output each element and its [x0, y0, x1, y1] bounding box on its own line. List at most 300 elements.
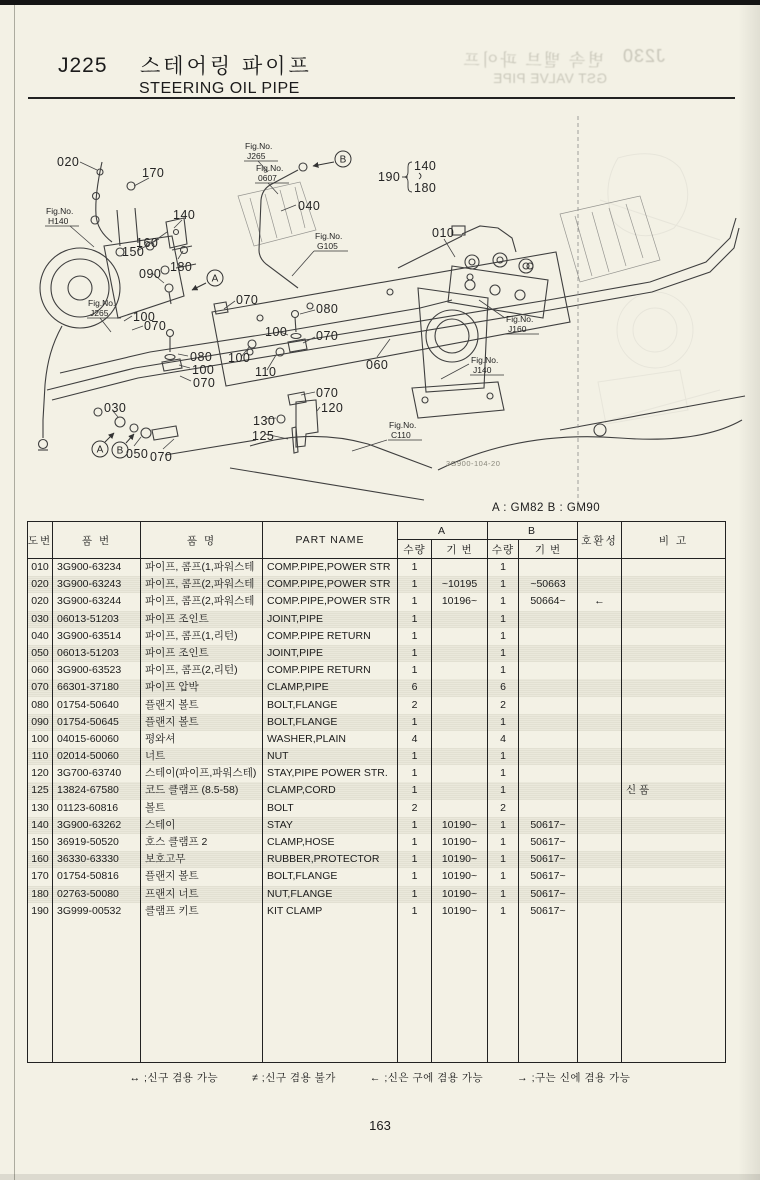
svg-text:130: 130 — [253, 414, 276, 428]
cell-name-korean: 클램프 키트 — [141, 903, 263, 920]
cell-part-name: STAY — [263, 817, 398, 834]
cell-b-serial — [519, 800, 578, 817]
svg-text:100: 100 — [192, 363, 215, 377]
cell-a-serial — [432, 782, 488, 799]
cell-name-korean: 플랜지 볼트 — [141, 697, 263, 714]
col-header-compat: 호환성 — [578, 522, 622, 558]
svg-text:010: 010 — [432, 226, 455, 240]
cell-b-serial: ~50663 — [519, 576, 578, 593]
svg-text:C110: C110 — [391, 430, 411, 440]
cell-compat — [578, 748, 622, 765]
table-row-100 — [28, 731, 725, 748]
cell-name-korean: 파이프 조인트 — [141, 611, 263, 628]
col-header-b-qty: 수량 — [488, 540, 519, 558]
cell-name-korean: 파이프, 콤프(2,리턴) — [141, 662, 263, 679]
cell-no: 020 — [28, 576, 53, 593]
cell-note — [622, 645, 725, 662]
svg-text:140: 140 — [414, 159, 437, 173]
cell-name-korean: 플랜지 볼트 — [141, 714, 263, 731]
cell-no: 090 — [28, 714, 53, 731]
svg-text:0607: 0607 — [258, 173, 277, 183]
cell-a-qty: 1 — [398, 611, 432, 628]
cell-b-qty: 1 — [488, 645, 519, 662]
col-header-name-ko: 품 명 — [141, 522, 263, 558]
page-title-english: STEERING OIL PIPE — [139, 80, 300, 97]
diagram-label-080 — [300, 302, 338, 316]
bleed-title-english: GST VALVE PIPE — [492, 71, 607, 86]
diagram-label-020 — [57, 155, 97, 170]
diagram-label-130 — [253, 414, 276, 428]
parts-diagram — [0, 108, 760, 510]
col-header-a-qty: 수량 — [398, 540, 432, 558]
cell-part-number: 06013-51203 — [53, 611, 141, 628]
cell-part-number: 01754-50816 — [53, 868, 141, 885]
cell-b-serial — [519, 628, 578, 645]
table-row-020 — [28, 593, 725, 610]
cell-note — [622, 903, 725, 920]
cell-part-number: 36919-50520 — [53, 834, 141, 851]
cell-note — [622, 765, 725, 782]
legend-item-3: ← ;신은 구에 겸용 가능 — [369, 1072, 484, 1084]
cell-note — [622, 662, 725, 679]
cell-no: 125 — [28, 782, 53, 799]
cell-b-qty: 4 — [488, 731, 519, 748]
svg-text:J140: J140 — [473, 365, 492, 375]
cell-a-qty: 1 — [398, 714, 432, 731]
cell-a-serial: 10190~ — [432, 903, 488, 920]
scan-top-edge — [0, 0, 760, 5]
cell-name-korean: 보호고무 — [141, 851, 263, 868]
cell-no: 180 — [28, 886, 53, 903]
cell-b-qty: 1 — [488, 817, 519, 834]
cell-part-name: COMP.PIPE RETURN — [263, 628, 398, 645]
cell-a-qty: 2 — [398, 800, 432, 817]
cell-compat — [578, 731, 622, 748]
svg-text:B: B — [339, 154, 347, 166]
cell-no: 070 — [28, 679, 53, 696]
cell-part-number: 04015-60060 — [53, 731, 141, 748]
table-row-080 — [28, 697, 725, 714]
cell-part-name: BOLT,FLANGE — [263, 697, 398, 714]
cell-b-qty: 1 — [488, 748, 519, 765]
col-header-note: 비 고 — [658, 534, 689, 547]
col-header-part-name: PART NAME — [263, 522, 398, 558]
cell-a-qty: 1 — [398, 662, 432, 679]
cell-a-qty: 1 — [398, 903, 432, 920]
cell-note — [622, 576, 725, 593]
cell-a-qty: 1 — [398, 782, 432, 799]
cell-b-serial — [519, 782, 578, 799]
cell-b-serial — [519, 765, 578, 782]
svg-text:Fig.No.: Fig.No. — [245, 141, 273, 151]
cell-b-serial — [519, 611, 578, 628]
cell-part-number: 02014-50060 — [53, 748, 141, 765]
col-group-a: A — [398, 522, 488, 540]
cell-part-name: JOINT,PIPE — [263, 611, 398, 628]
cell-name-korean: 스테이(파이프,파워스테) — [141, 765, 263, 782]
svg-text:080: 080 — [190, 350, 213, 364]
cell-part-number: 3G900-63244 — [53, 593, 141, 610]
cell-b-serial — [519, 645, 578, 662]
bleed-section-code: J230 — [621, 46, 665, 66]
cell-compat — [578, 800, 622, 817]
table-row-090 — [28, 714, 725, 731]
cell-part-name: CLAMP,PIPE — [263, 679, 398, 696]
svg-text:040: 040 — [298, 199, 321, 213]
table-body — [28, 559, 725, 920]
cell-b-serial — [519, 559, 578, 576]
svg-text:Fig.No.: Fig.No. — [471, 355, 499, 365]
bleed-through-text — [440, 46, 665, 86]
col-group-b: B — [488, 522, 578, 540]
cell-a-qty: 6 — [398, 679, 432, 696]
cell-a-serial — [432, 697, 488, 714]
cell-no: 150 — [28, 834, 53, 851]
cell-name-korean: 볼트 — [141, 800, 263, 817]
cell-no: 140 — [28, 817, 53, 834]
cell-b-qty: 1 — [488, 851, 519, 868]
cell-part-number: 13824-67580 — [53, 782, 141, 799]
diagram-label-070 — [224, 293, 258, 309]
cell-note — [622, 800, 725, 817]
svg-text:190: 190 — [378, 170, 401, 184]
cell-part-name: COMP.PIPE,POWER STR — [263, 576, 398, 593]
cell-note — [622, 593, 725, 610]
svg-text:160: 160 — [136, 236, 159, 250]
cell-a-qty: 1 — [398, 834, 432, 851]
table-row-110 — [28, 748, 725, 765]
svg-text:180: 180 — [414, 181, 437, 195]
cell-note — [622, 834, 725, 851]
models-note: A : GM82 B : GM90 — [492, 502, 601, 514]
svg-text:Fig.No.: Fig.No. — [46, 206, 74, 216]
svg-text:080: 080 — [316, 302, 339, 316]
cell-part-name: BOLT,FLANGE — [263, 868, 398, 885]
cell-b-qty: 1 — [488, 593, 519, 610]
cell-part-name: RUBBER,PROTECTOR — [263, 851, 398, 868]
cell-a-qty: 1 — [398, 886, 432, 903]
cell-note — [622, 628, 725, 645]
cell-compat — [578, 817, 622, 834]
svg-text:Fig.No.: Fig.No. — [389, 420, 417, 430]
cell-part-name: COMP.PIPE,POWER STR — [263, 593, 398, 610]
table-row-160 — [28, 851, 725, 868]
cell-compat — [578, 868, 622, 885]
figure-ref-J140 — [441, 355, 504, 379]
cell-no: 110 — [28, 748, 53, 765]
svg-text:100: 100 — [228, 351, 251, 365]
cell-b-qty: 6 — [488, 679, 519, 696]
col-header-part-no: 품 번 — [53, 522, 141, 558]
cell-note — [622, 886, 725, 903]
svg-text:A: A — [96, 444, 104, 456]
cell-no: 010 — [28, 559, 53, 576]
diagram-label-180 — [170, 251, 192, 274]
cell-compat — [578, 903, 622, 920]
cell-part-name: BOLT — [263, 800, 398, 817]
cell-compat — [578, 576, 622, 593]
svg-text:070: 070 — [316, 386, 339, 400]
svg-text:110: 110 — [255, 365, 277, 379]
svg-text:A: A — [211, 273, 219, 285]
cell-a-qty: 1 — [398, 559, 432, 576]
cell-a-serial — [432, 765, 488, 782]
page-title-korean: 스테어링 파이프 — [140, 55, 312, 78]
cell-a-serial — [432, 800, 488, 817]
cell-part-number: 01123-60816 — [53, 800, 141, 817]
cell-part-number: 3G900-63262 — [53, 817, 141, 834]
cell-a-serial: 10190~ — [432, 851, 488, 868]
cell-part-number: 02763-50080 — [53, 886, 141, 903]
cell-part-number: 3G900-63234 — [53, 559, 141, 576]
cell-compat — [578, 628, 622, 645]
svg-text:J265: J265 — [247, 151, 266, 161]
table-row-040 — [28, 628, 725, 645]
cell-a-serial — [432, 628, 488, 645]
cell-part-name: COMP.PIPE RETURN — [263, 662, 398, 679]
cell-b-qty: 1 — [488, 886, 519, 903]
col-header-a-serial: 기 번 — [432, 540, 488, 558]
svg-text:Fig.No.: Fig.No. — [88, 298, 116, 308]
cell-b-qty: 1 — [488, 714, 519, 731]
cell-a-serial — [432, 611, 488, 628]
diagram-label-050 — [126, 437, 148, 461]
table-row-140 — [28, 817, 725, 834]
diagram-label-070 — [303, 329, 338, 343]
svg-text:070: 070 — [144, 319, 167, 333]
cell-b-serial — [519, 731, 578, 748]
cell-name-korean: 플랜지 볼트 — [141, 868, 263, 885]
cell-part-name: WASHER,PLAIN — [263, 731, 398, 748]
cell-compat — [578, 834, 622, 851]
table-row-180 — [28, 886, 725, 903]
cell-no: 160 — [28, 851, 53, 868]
cell-a-qty: 1 — [398, 817, 432, 834]
svg-text:G105: G105 — [317, 241, 338, 251]
svg-text:180: 180 — [170, 260, 193, 274]
svg-text:090: 090 — [139, 267, 162, 281]
cell-compat — [578, 851, 622, 868]
svg-text:140: 140 — [173, 208, 196, 222]
cell-a-serial — [432, 662, 488, 679]
cell-a-serial: 10196~ — [432, 593, 488, 610]
cell-part-name: NUT,FLANGE — [263, 886, 398, 903]
cell-compat: ← — [578, 593, 622, 610]
diagram-label-125 — [252, 429, 288, 443]
table-row-070 — [28, 679, 725, 696]
cell-note — [622, 851, 725, 868]
cell-part-number: 3G900-63243 — [53, 576, 141, 593]
cell-no: 100 — [28, 731, 53, 748]
cell-a-qty: 4 — [398, 731, 432, 748]
connection-circle-B — [335, 151, 351, 167]
cell-name-korean: 평와셔 — [141, 731, 263, 748]
cell-name-korean: 너트 — [141, 748, 263, 765]
cell-b-qty: 2 — [488, 697, 519, 714]
cell-a-serial: ~10195 — [432, 576, 488, 593]
diagram-label-040 — [281, 199, 320, 213]
connection-circle-A — [207, 270, 223, 286]
bleed-title-korean: 변속 밸브 파이프 — [461, 51, 604, 70]
svg-text:060: 060 — [366, 358, 389, 372]
diagram-label-170 — [134, 166, 164, 186]
cell-a-qty: 1 — [398, 593, 432, 610]
compatibility-legend — [60, 1070, 700, 1085]
header-rule — [28, 97, 735, 99]
cell-note — [622, 748, 725, 765]
cell-part-name: CLAMP,CORD — [263, 782, 398, 799]
cell-a-serial — [432, 559, 488, 576]
cell-name-korean: 파이프, 콤프(2,파워스테 — [141, 593, 263, 610]
cell-no: 120 — [28, 765, 53, 782]
cell-name-korean: 파이프, 콤프(1,리턴) — [141, 628, 263, 645]
diagram-label-070 — [180, 376, 215, 390]
cell-name-korean: 파이프 압박 — [141, 679, 263, 696]
scan-bottom-shade — [0, 1174, 760, 1180]
section-code: J225 — [58, 54, 108, 77]
svg-text:Fig.No.: Fig.No. — [315, 231, 343, 241]
svg-text:B: B — [116, 445, 124, 457]
table-header — [28, 522, 725, 559]
diagram-label-070 — [301, 386, 338, 400]
cell-part-number: 3G999-00532 — [53, 903, 141, 920]
diagram-label-120 — [317, 401, 343, 415]
svg-text:030: 030 — [104, 401, 127, 415]
table-row-170 — [28, 868, 725, 885]
cell-no: 130 — [28, 800, 53, 817]
table-row-130 — [28, 800, 725, 817]
cell-part-name: COMP.PIPE,POWER STR — [263, 559, 398, 576]
cell-note: 신 품 — [626, 784, 650, 797]
cell-name-korean: 코드 클램프 (8.5-58) — [141, 782, 263, 799]
connection-circle-A — [92, 441, 108, 457]
cell-name-korean: 프랜지 너트 — [141, 886, 263, 903]
cell-part-name: NUT — [263, 748, 398, 765]
cell-part-number: 01754-50640 — [53, 697, 141, 714]
svg-text:150: 150 — [122, 245, 145, 259]
cell-note — [622, 714, 725, 731]
cell-name-korean: 스테이 — [141, 817, 263, 834]
table-row-190 — [28, 903, 725, 920]
svg-text:070: 070 — [236, 293, 259, 307]
cell-b-serial: 50617~ — [519, 903, 578, 920]
cell-no: 020 — [28, 593, 53, 610]
cell-b-qty: 1 — [488, 611, 519, 628]
table-row-125 — [28, 782, 725, 799]
figure-ref-C110 — [352, 420, 422, 451]
diagram-label-140 — [173, 208, 195, 228]
diagram-label-060 — [366, 339, 390, 372]
diagram-label-030 — [104, 401, 126, 417]
cell-name-korean: 호스 클램프 2 — [141, 834, 263, 851]
kit-range-label — [378, 159, 436, 195]
diagram-label-090 — [139, 267, 164, 283]
table-row-060 — [28, 662, 725, 679]
figure-ref-G105 — [292, 231, 348, 276]
cell-name-korean: 파이프 조인트 — [141, 645, 263, 662]
figure-ref-H140 — [45, 206, 94, 247]
cell-part-name: JOINT,PIPE — [263, 645, 398, 662]
legend-item-1: ↔ ;신구 겸용 가능 — [129, 1072, 219, 1084]
cell-part-name: BOLT,FLANGE — [263, 714, 398, 731]
diagram-label-070 — [150, 439, 174, 464]
cell-b-serial — [519, 748, 578, 765]
cell-b-qty: 1 — [488, 834, 519, 851]
cell-b-serial — [519, 662, 578, 679]
cell-part-number: 66301-37180 — [53, 679, 141, 696]
cell-name-korean: 파이프, 콤프(1,파워스테 — [141, 559, 263, 576]
table-row-150 — [28, 834, 725, 851]
cell-a-serial — [432, 679, 488, 696]
cell-part-number: 3G900-63514 — [53, 628, 141, 645]
table-row-020 — [28, 576, 725, 593]
cell-compat — [578, 697, 622, 714]
cell-b-qty: 2 — [488, 800, 519, 817]
cell-b-qty: 1 — [488, 662, 519, 679]
cell-b-serial: 50617~ — [519, 886, 578, 903]
cell-b-qty: 1 — [488, 576, 519, 593]
cell-compat — [578, 679, 622, 696]
cell-part-number: 36330-63330 — [53, 851, 141, 868]
cell-a-serial: 10190~ — [432, 834, 488, 851]
col-header-no: 도번 — [28, 522, 53, 558]
cell-part-number: 3G900-63523 — [53, 662, 141, 679]
cell-compat — [578, 611, 622, 628]
cell-b-serial — [519, 697, 578, 714]
svg-text:070: 070 — [193, 376, 216, 390]
cell-no: 040 — [28, 628, 53, 645]
svg-text:100: 100 — [265, 325, 288, 339]
diagram-label-080 — [178, 350, 212, 364]
cell-a-serial: 10190~ — [432, 817, 488, 834]
cell-note — [622, 731, 725, 748]
page-number: 163 — [369, 1118, 391, 1133]
svg-text:050: 050 — [126, 447, 149, 461]
cell-name-korean: 파이프, 콤프(2,파워스테 — [141, 576, 263, 593]
cell-a-serial — [432, 731, 488, 748]
svg-text:070: 070 — [150, 450, 173, 464]
cell-b-qty: 1 — [488, 559, 519, 576]
figure-ref-0607 — [255, 163, 289, 194]
figure-ref-J265 — [87, 298, 121, 332]
diagram-label-100 — [265, 325, 288, 339]
svg-text:J160: J160 — [508, 324, 527, 334]
cell-b-serial: 50664~ — [519, 593, 578, 610]
cell-note — [622, 611, 725, 628]
cell-a-serial — [432, 714, 488, 731]
cell-a-qty: 1 — [398, 765, 432, 782]
cell-no: 050 — [28, 645, 53, 662]
cell-b-qty: 1 — [488, 903, 519, 920]
table-row-010 — [28, 559, 725, 576]
cell-a-serial — [432, 748, 488, 765]
cell-no: 170 — [28, 868, 53, 885]
cell-compat — [578, 645, 622, 662]
cell-note — [622, 697, 725, 714]
cell-compat — [578, 886, 622, 903]
svg-text:020: 020 — [57, 155, 80, 169]
cell-part-name: KIT CLAMP — [263, 903, 398, 920]
cell-compat — [578, 662, 622, 679]
cell-part-name: STAY,PIPE POWER STR. — [263, 765, 398, 782]
table-row-050 — [28, 645, 725, 662]
cell-b-serial: 50617~ — [519, 834, 578, 851]
cell-note — [622, 868, 725, 885]
svg-text:125: 125 — [252, 429, 275, 443]
cell-note — [622, 679, 725, 696]
cell-note — [622, 817, 725, 834]
cell-no: 030 — [28, 611, 53, 628]
